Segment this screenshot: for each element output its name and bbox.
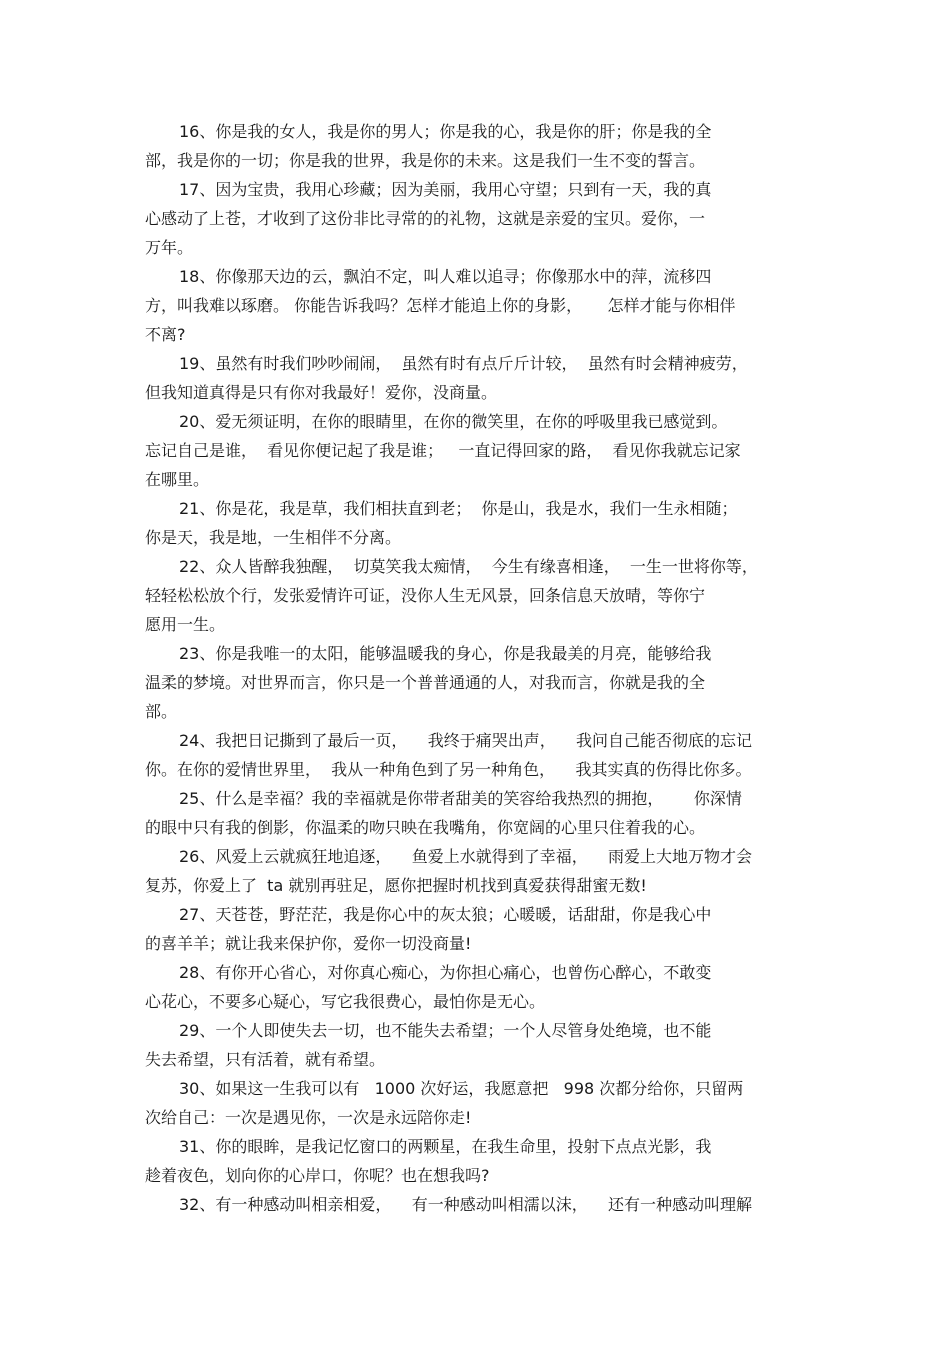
text-line: 方，叫我难以琢磨。 你能告诉我吗？怎样才能追上你的身影， 怎样才能与你相伴: [145, 296, 736, 315]
entry-20: [145, 407, 807, 494]
text-line: 30、如果这一生我可以有 1000 次好运，我愿意把 998 次都分给你，只留两: [179, 1079, 744, 1098]
entry-28: [145, 958, 807, 1016]
entry-22: [145, 552, 807, 639]
text-line: 复苏，你爱上了 ta 就别再驻足，愿你把握时机找到真爱获得甜蜜无数!: [145, 876, 647, 895]
text-line: 温柔的梦境。对世界而言，你只是一个普普通通的人，对我而言，你就是我的全: [145, 673, 706, 692]
entry-25: [145, 784, 807, 842]
text-line: 18、你像那天边的云，飘泊不定，叫人难以追寻；你像那水中的萍，流移四: [179, 267, 712, 286]
text-line: 心花心，不要多心疑心，写它我很费心，最怕你是无心。: [145, 992, 546, 1011]
text-line: 不离?: [145, 325, 186, 344]
text-line: 26、风爱上云就疯狂地追逐， 鱼爱上水就得到了幸福， 雨爱上大地万物才会: [179, 847, 753, 866]
text-line: 你是天，我是地，一生相伴不分离。: [145, 528, 402, 547]
entry-18: [145, 262, 807, 349]
text-line: 趁着夜色，划向你的心岸口，你呢？也在想我吗?: [145, 1166, 490, 1185]
entry-32: [145, 1190, 807, 1219]
text-line: 在哪里。: [145, 470, 210, 489]
text-line: 但我知道真得是只有你对我最好！爱你，没商量。: [145, 383, 498, 402]
text-line: 的眼中只有我的倒影，你温柔的吻只映在我嘴角，你宽阔的心里只住着我的心。: [145, 818, 706, 837]
text-line: 28、有你开心省心，对你真心痴心，为你担心痛心，也曾伤心醉心，不敢变: [179, 963, 712, 982]
text-line: 心感动了上苍，才收到了这份非比寻常的的礼物，这就是亲爱的宝贝。爱你，一: [145, 209, 706, 228]
text-line: 的喜羊羊；就让我来保护你，爱你一切没商量!: [145, 934, 472, 953]
entry-23: [145, 639, 807, 726]
entry-30: [145, 1074, 807, 1132]
entry-31: [145, 1132, 807, 1190]
text-line: 19、虽然有时我们吵吵闹闹， 虽然有时有点斤斤计较， 虽然有时会精神疲劳，: [179, 354, 748, 373]
text-line: 29、一个人即使失去一切，也不能失去希望；一个人尽管身处绝境，也不能: [179, 1021, 712, 1040]
entry-24: [145, 726, 807, 784]
entry-21: [145, 494, 807, 552]
text-line: 你。在你的爱情世界里， 我从一种角色到了另一种角色， 我其实真的伤得比你多。: [145, 760, 752, 779]
text-line: 部，我是你的一切；你是我的世界，我是你的未来。这是我们一生不变的誓言。: [145, 151, 706, 170]
entry-29: [145, 1016, 807, 1074]
text-line: 25、什么是幸福？我的幸福就是你带者甜美的笑容给我热烈的拥抱， 你深情: [179, 789, 742, 808]
text-line: 轻轻松松放个行，发张爱情许可证，没你人生无风景，回条信息天放晴，等你宁: [145, 586, 706, 605]
entry-16: [145, 117, 807, 175]
text-line: 20、爱无须证明，在你的眼睛里，在你的微笑里，在你的呼吸里我已感觉到。: [179, 412, 728, 431]
text-line: 27、天苍苍，野茫茫，我是你心中的灰太狼；心暖暖，话甜甜，你是我心中: [179, 905, 712, 924]
text-line: 忘记自己是谁， 看见你便记起了我是谁； 一直记得回家的路， 看见你我就忘记家: [145, 441, 741, 460]
text-line: 万年。: [145, 238, 194, 257]
text-line: 21、你是花，我是草，我们相扶直到老； 你是山，我是水，我们一生永相随；: [179, 499, 738, 518]
text-line: 31、你的眼眸，是我记忆窗口的两颗星，在我生命里，投射下点点光影，我: [179, 1137, 712, 1156]
text-line: 24、我把日记撕到了最后一页， 我终于痛哭出声， 我问自己能否彻底的忘记: [179, 731, 753, 750]
text-line: 32、有一种感动叫相亲相爱， 有一种感动叫相濡以沫， 还有一种感动叫理解: [179, 1195, 753, 1214]
text-line: 失去希望，只有活着，就有希望。: [145, 1050, 386, 1069]
entry-27: [145, 900, 807, 958]
entry-19: [145, 349, 807, 407]
text-line: 16、你是我的女人，我是你的男人；你是我的心，我是你的肝；你是我的全: [179, 122, 712, 141]
text-line: 22、众人皆醉我独醒， 切莫笑我太痴情， 今生有缘喜相逢， 一生一世将你等，: [179, 557, 758, 576]
text-line: 次给自己：一次是遇见你，一次是永远陪你走!: [145, 1108, 472, 1127]
entry-17: [145, 175, 807, 262]
document-body: [145, 117, 807, 1219]
text-line: 17、因为宝贵，我用心珍藏；因为美丽，我用心守望；只到有一天，我的真: [179, 180, 712, 199]
text-line: 23、你是我唯一的太阳，能够温暖我的身心，你是我最美的月亮，能够给我: [179, 644, 712, 663]
text-line: 愿用一生。: [145, 615, 226, 634]
entry-26: [145, 842, 807, 900]
text-line: 部。: [145, 702, 178, 721]
